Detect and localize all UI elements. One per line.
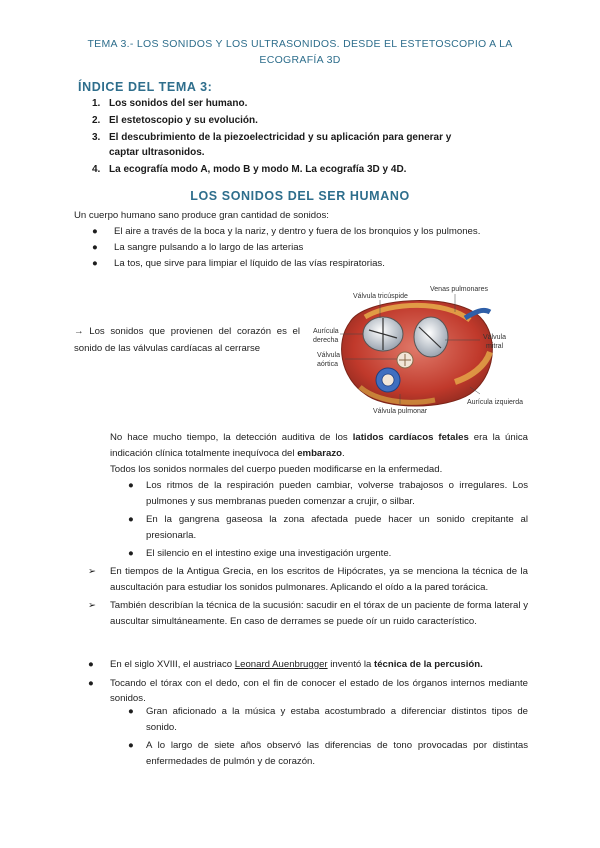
section-title: LOS SONIDOS DEL SER HUMANO (190, 189, 410, 203)
index-number: 3. (92, 132, 101, 143)
fetal-text-a: No hace mucho tiempo, la detección auditiva de los (110, 432, 353, 443)
label-pulmonary-valve: Válvula pulmonar (373, 408, 428, 415)
bullet-text: El silencio en el intestino exige una investigación urgente. (146, 548, 392, 559)
index-item (92, 96, 512, 111)
history-text-a: En el siglo XVIII, el austriaco (110, 659, 235, 670)
list-item (92, 224, 522, 239)
list-item (88, 598, 528, 629)
bullet-icon: ● (88, 677, 94, 689)
auenbrugger-sub-list (128, 704, 528, 769)
arrow-text: En tiempos de la Antigua Grecia, en los escritos de Hipócrates, ya se menciona la técnica de la auscultación para estudiar los sonidos pulmonares. Aplicando el oído a la pared torácica. (110, 566, 528, 593)
bullet-icon: ● (128, 548, 134, 559)
fetal-paragraph (110, 430, 528, 462)
bullet-text: El aire a través de la boca y la nariz, y dentro y fuera de los bronquios y los pulmones. (114, 226, 481, 237)
bullet-icon: ● (92, 258, 98, 269)
list-item (128, 704, 528, 735)
bullet-icon: ● (128, 480, 134, 491)
index-item (92, 162, 512, 177)
bullet-text: En la gangrena gaseosa la zona afectada puede hacer un sonido crepitante al presionarla. (146, 514, 528, 541)
disease-sub-list (128, 478, 528, 562)
list-item (128, 546, 528, 562)
arrow-text: También describían la técnica de la sucusión: sacudir en el tórax de un paciente de forma lateral y auscultar simultáneamente. En caso de derrames se puede oír un ruido característico. (110, 600, 528, 627)
percussion-history (88, 657, 528, 707)
bullet-text: Gran aficionado a la música y estaba acostumbrado a diferenciar distintos tipos de sonido. (146, 706, 528, 733)
index-item (92, 130, 512, 160)
fetal-text-c: . (342, 448, 345, 459)
bullet-icon: ● (128, 706, 134, 717)
history-text-b: inventó la (327, 659, 375, 670)
list-item (88, 676, 528, 707)
intro-bullet-list (92, 224, 522, 271)
bullet-icon: ● (92, 242, 98, 253)
auenbrugger-name: Leonard Auenbrugger (234, 659, 328, 670)
list-item (128, 738, 528, 769)
label-right-atrium: Aurícula (313, 328, 339, 335)
label-tricuspid: Válvula tricúspide (353, 293, 408, 300)
heart-valves-figure (305, 282, 537, 418)
index-title: ÍNDICE DEL TEMA 3: (78, 80, 213, 94)
bullet-text: La sangre pulsando a lo largo de las arterias (114, 242, 304, 253)
bullet-icon: ● (128, 740, 134, 751)
header-line-1: TEMA 3.- LOS SONIDOS Y LOS ULTRASONIDOS. DESDE EL ESTETOSCOPIO A LA (87, 38, 513, 50)
label-pulmonary-veins: Venas pulmonares (430, 286, 488, 293)
index-text: El descubrimiento de la piezoelectricidad y su aplicación para generar y captar ultrasonidos. (109, 132, 452, 158)
percussion-bold: técnica de la percusión. (374, 659, 483, 670)
index-list (92, 96, 512, 179)
section-intro: Un cuerpo humano sano produce gran cantidad de sonidos: (74, 210, 329, 221)
arrow-bullet-icon: ➢ (88, 600, 97, 611)
label-mitral-2: mitral (486, 343, 504, 350)
list-item (88, 564, 528, 595)
bullet-icon: ● (88, 659, 94, 670)
list-item (92, 240, 522, 255)
disease-paragraph: Todos los sonidos normales del cuerpo pueden modificarse en la enfermedad. (110, 464, 443, 475)
index-text: Los sonidos del ser humano. (109, 98, 248, 109)
index-number: 1. (92, 98, 101, 109)
bullet-text: La tos, que sirve para limpiar el líquido de las vías respiratorias. (114, 258, 385, 269)
bullet-text (110, 657, 483, 673)
index-text: La ecografía modo A, modo B y modo M. La ecografía 3D y 4D. (109, 164, 407, 175)
label-aortic-2: aórtica (317, 361, 339, 368)
fetal-bold: latidos cardíacos fetales (352, 432, 469, 443)
pregnancy-bold: embarazo (297, 448, 342, 459)
bullet-text: A lo largo de siete años observó las diferencias de tono provocadas por distintas enfermedades de pulmón y de corazón. (146, 740, 528, 767)
label-left-atrium: Aurícula izquierda (467, 399, 524, 406)
index-text: El estetoscopio y su evolución. (109, 115, 258, 126)
fetal-text-b: era la única indicación clínica totalmente inequívoca del (110, 432, 528, 459)
index-number: 2. (92, 115, 101, 126)
heart-note: → Los sonidos que provienen del corazón es el sonido de las válvulas cardíacas al cerrarse (74, 326, 300, 354)
bullet-icon: ● (128, 514, 134, 525)
header-line-2: ECOGRAFÍA 3D (259, 54, 341, 66)
index-item (92, 113, 512, 128)
label-right-atrium-2: derecha (313, 337, 339, 344)
index-number: 4. (92, 164, 101, 175)
list-item (128, 478, 528, 509)
bullet-text: Tocando el tórax con el dedo, con el fin de conocer el estado de los órganos internos mediante sonidos. (110, 677, 528, 704)
mitral-valve (414, 317, 448, 357)
list-item (92, 256, 522, 271)
document-header (60, 36, 540, 68)
bullet-text: Los ritmos de la respiración pueden cambiar, volverse trabajosos o irregulares. Los pulmones y sus membranas pueden comenzar a crujir, o silbar. (146, 480, 528, 507)
list-item (88, 657, 528, 673)
label-mitral: Válvula (483, 334, 506, 341)
bullet-icon: ● (92, 226, 98, 237)
list-item (128, 512, 528, 543)
arrow-bullet-icon: ➢ (88, 566, 97, 577)
greek-history-list (88, 564, 528, 629)
heart-illustration (342, 301, 493, 406)
label-aortic: Válvula (317, 352, 340, 359)
